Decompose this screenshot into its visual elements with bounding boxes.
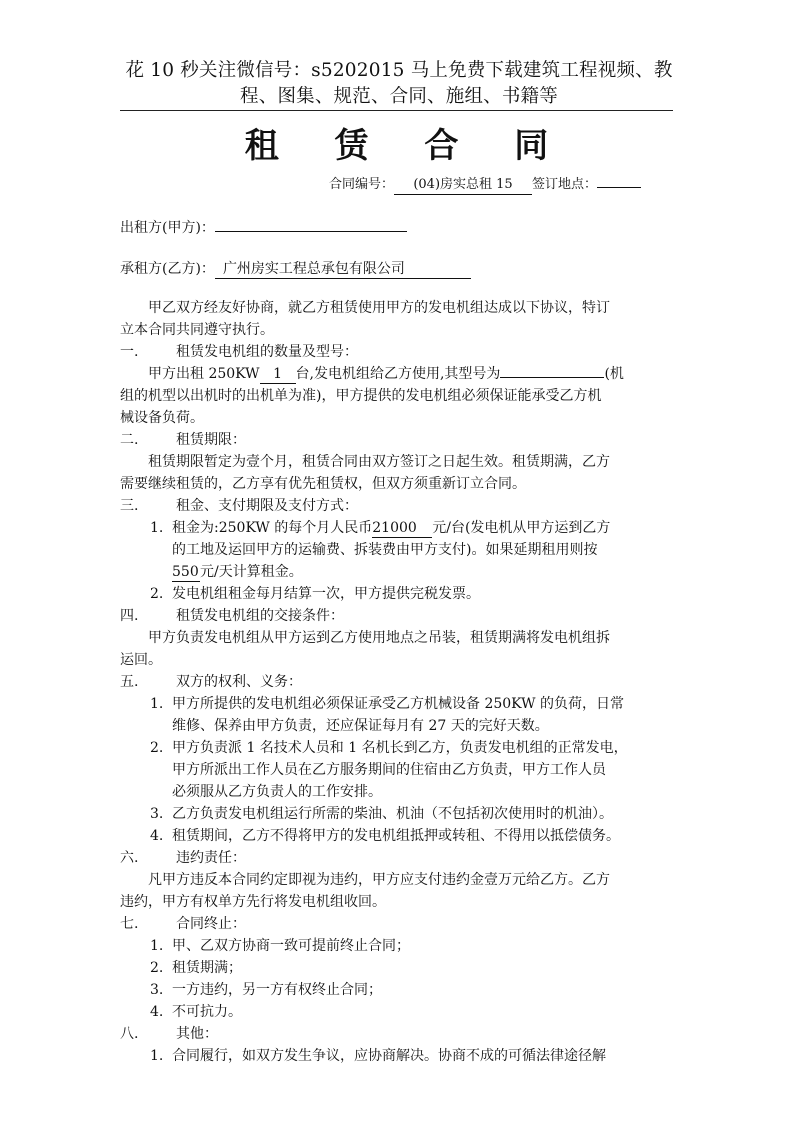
s7-item-3-num: 3. bbox=[150, 982, 164, 998]
s7-item-3: 一方违约，另一方有权终止合同； bbox=[172, 982, 382, 998]
section-6-line-1: 凡甲方违反本合同约定即视为违约，甲方应支付违约金壹万元给乙方。乙方 bbox=[148, 872, 610, 888]
section-7-heading: 合同终止： bbox=[176, 916, 246, 932]
document-title: 租 赁 合 同 bbox=[244, 126, 571, 166]
lessor-value bbox=[215, 231, 407, 232]
s7-item-4-num: 4. bbox=[150, 1004, 164, 1020]
s5-item-1-num: 1. bbox=[150, 696, 164, 712]
s5-item-4: 租赁期间，乙方不得将甲方的发电机组抵押或转租、不得用以抵偿债务。 bbox=[172, 828, 620, 844]
s5-item-4-num: 4. bbox=[150, 828, 164, 844]
header-banner-line-2: 程、图集、规范、合同、施组、书籍等 bbox=[240, 86, 558, 107]
s7-item-1-num: 1. bbox=[150, 938, 164, 954]
section-6-line-2: 违约，甲方有权单方先行将发电机组收回。 bbox=[120, 894, 386, 910]
section-5-heading: 双方的权利、义务： bbox=[176, 674, 302, 690]
s7-item-2: 租赁期满； bbox=[172, 960, 242, 976]
s5-item-1-line-1: 甲方所提供的发电机组必须保证承受乙方机械设备 250KW 的负荷，日常 bbox=[172, 696, 624, 712]
s3-item-1-line-2: 的工地及运回甲方的运输费、拆装费由甲方支付)。如果延期租用则按 bbox=[172, 542, 598, 558]
contract-number-value: (04)房实总租 15 bbox=[394, 176, 532, 195]
section-3-heading: 租金、支付期限及支付方式： bbox=[176, 498, 358, 514]
section-1-heading: 租赁发电机组的数量及型号： bbox=[176, 344, 358, 360]
s3-item-2: 发电机组租金每月结算一次，甲方提供完税发票。 bbox=[172, 586, 480, 602]
s8-item-1: 合同履行，如双方发生争议，应协商解决。协商不成的可循法律途径解 bbox=[172, 1048, 606, 1064]
s3-rent-unit: 元/台(发电机从甲方运到乙方 bbox=[432, 520, 611, 536]
section-1-line-3: 械设备负荷。 bbox=[120, 410, 204, 426]
section-2-heading: 租赁期限： bbox=[176, 432, 246, 448]
lessee-value: 广州房实工程总承包有限公司 bbox=[215, 260, 471, 279]
section-1-line-2: 组的机型以出机时的出机单为准)，甲方提供的发电机组必须保证能承受乙方机 bbox=[120, 388, 602, 404]
s3-item-2-num: 2. bbox=[150, 586, 164, 602]
section-2-line-2: 需要继续租赁的，乙方享有优先租赁权，但双方须重新订立合同。 bbox=[120, 476, 526, 492]
section-4-num: 四. bbox=[120, 608, 139, 624]
s5-item-2-num: 2. bbox=[150, 740, 164, 756]
s3-item-1-num: 1. bbox=[150, 520, 164, 536]
s3-item-1-line-3 bbox=[172, 561, 303, 583]
intro-line-1: 甲乙双方经友好协商，就乙方租赁使用甲方的发电机组达成以下协议，特订 bbox=[148, 300, 610, 316]
header-banner-line-1: 花 10 秒关注微信号：s5202015 马上免费下载建筑工程视频、教 bbox=[125, 60, 673, 81]
section-6-num: 六. bbox=[120, 850, 139, 866]
lessee-row bbox=[120, 258, 471, 280]
s3-rent-text: 租金为:250KW 的每个月人民币 bbox=[172, 520, 373, 536]
s8-item-1-num: 1. bbox=[150, 1048, 164, 1064]
s3-rent-amount: 21000 bbox=[372, 519, 432, 538]
contract-number-label: 合同编号： bbox=[329, 177, 395, 192]
section-8-num: 八. bbox=[120, 1026, 139, 1042]
s5-item-2-line-2: 甲方所派出工作人员在乙方服务期间的住宿由乙方负责，甲方工作人员 bbox=[172, 762, 606, 778]
s3-daily-rate-text: 元/天计算租金。 bbox=[200, 564, 303, 580]
s5-item-1-line-2: 维修、保养由甲方负责，还应保证每月有 27 天的完好天数。 bbox=[172, 718, 549, 734]
section-2-num: 二. bbox=[120, 432, 139, 448]
signing-place-value bbox=[597, 187, 641, 188]
section-7-num: 七. bbox=[120, 916, 139, 932]
section-1-num: 一. bbox=[120, 344, 139, 360]
s5-item-2-line-3: 必须服从乙方负责人的工作安排。 bbox=[172, 784, 382, 800]
section-4-line-1: 甲方负责发电机组从甲方运到乙方使用地点之吊装，租赁期满将发电机组拆 bbox=[148, 630, 610, 646]
s3-item-1-line-1 bbox=[172, 517, 610, 539]
s7-item-2-num: 2. bbox=[150, 960, 164, 976]
s1-text-post: (机 bbox=[604, 366, 624, 382]
s5-item-2-line-1: 甲方负责派 1 名技术人员和 1 名机长到乙方，负责发电机组的正常发电， bbox=[172, 740, 628, 756]
section-1-line-1 bbox=[148, 363, 624, 385]
section-2-line-1: 租赁期限暂定为壹个月，租赁合同由双方签订之日起生效。租赁期满，乙方 bbox=[148, 454, 610, 470]
section-8-heading: 其他： bbox=[176, 1026, 218, 1042]
s1-text-pre: 甲方出租 250KW bbox=[148, 366, 260, 382]
s5-item-3-num: 3. bbox=[150, 806, 164, 822]
s1-model bbox=[500, 377, 604, 378]
lessee-label: 承租方(乙方)： bbox=[120, 261, 215, 277]
s1-text-mid: 台,发电机组给乙方使用,其型号为 bbox=[295, 366, 501, 382]
signing-place-label: 签订地点： bbox=[532, 177, 598, 192]
s7-item-4: 不可抗力。 bbox=[172, 1004, 242, 1020]
lessor-label: 出租方(甲方)： bbox=[120, 220, 215, 236]
s7-item-1: 甲、乙双方协商一致可提前终止合同； bbox=[172, 938, 410, 954]
s5-item-3: 乙方负责发电机组运行所需的柴油、机油（不包括初次使用时的机油）。 bbox=[172, 806, 613, 822]
contract-info bbox=[329, 174, 641, 196]
lessor-row bbox=[120, 217, 407, 239]
section-4-heading: 租赁发电机组的交接条件： bbox=[176, 608, 344, 624]
s1-quantity: 1 bbox=[260, 365, 296, 384]
section-4-line-2: 运回。 bbox=[120, 652, 162, 668]
header-divider bbox=[120, 110, 673, 111]
intro-line-2: 立本合同共同遵守执行。 bbox=[120, 322, 274, 338]
section-3-num: 三. bbox=[120, 498, 139, 514]
section-6-heading: 违约责任： bbox=[176, 850, 246, 866]
section-5-num: 五. bbox=[120, 674, 139, 690]
s3-daily-rate: 550 bbox=[172, 564, 199, 580]
